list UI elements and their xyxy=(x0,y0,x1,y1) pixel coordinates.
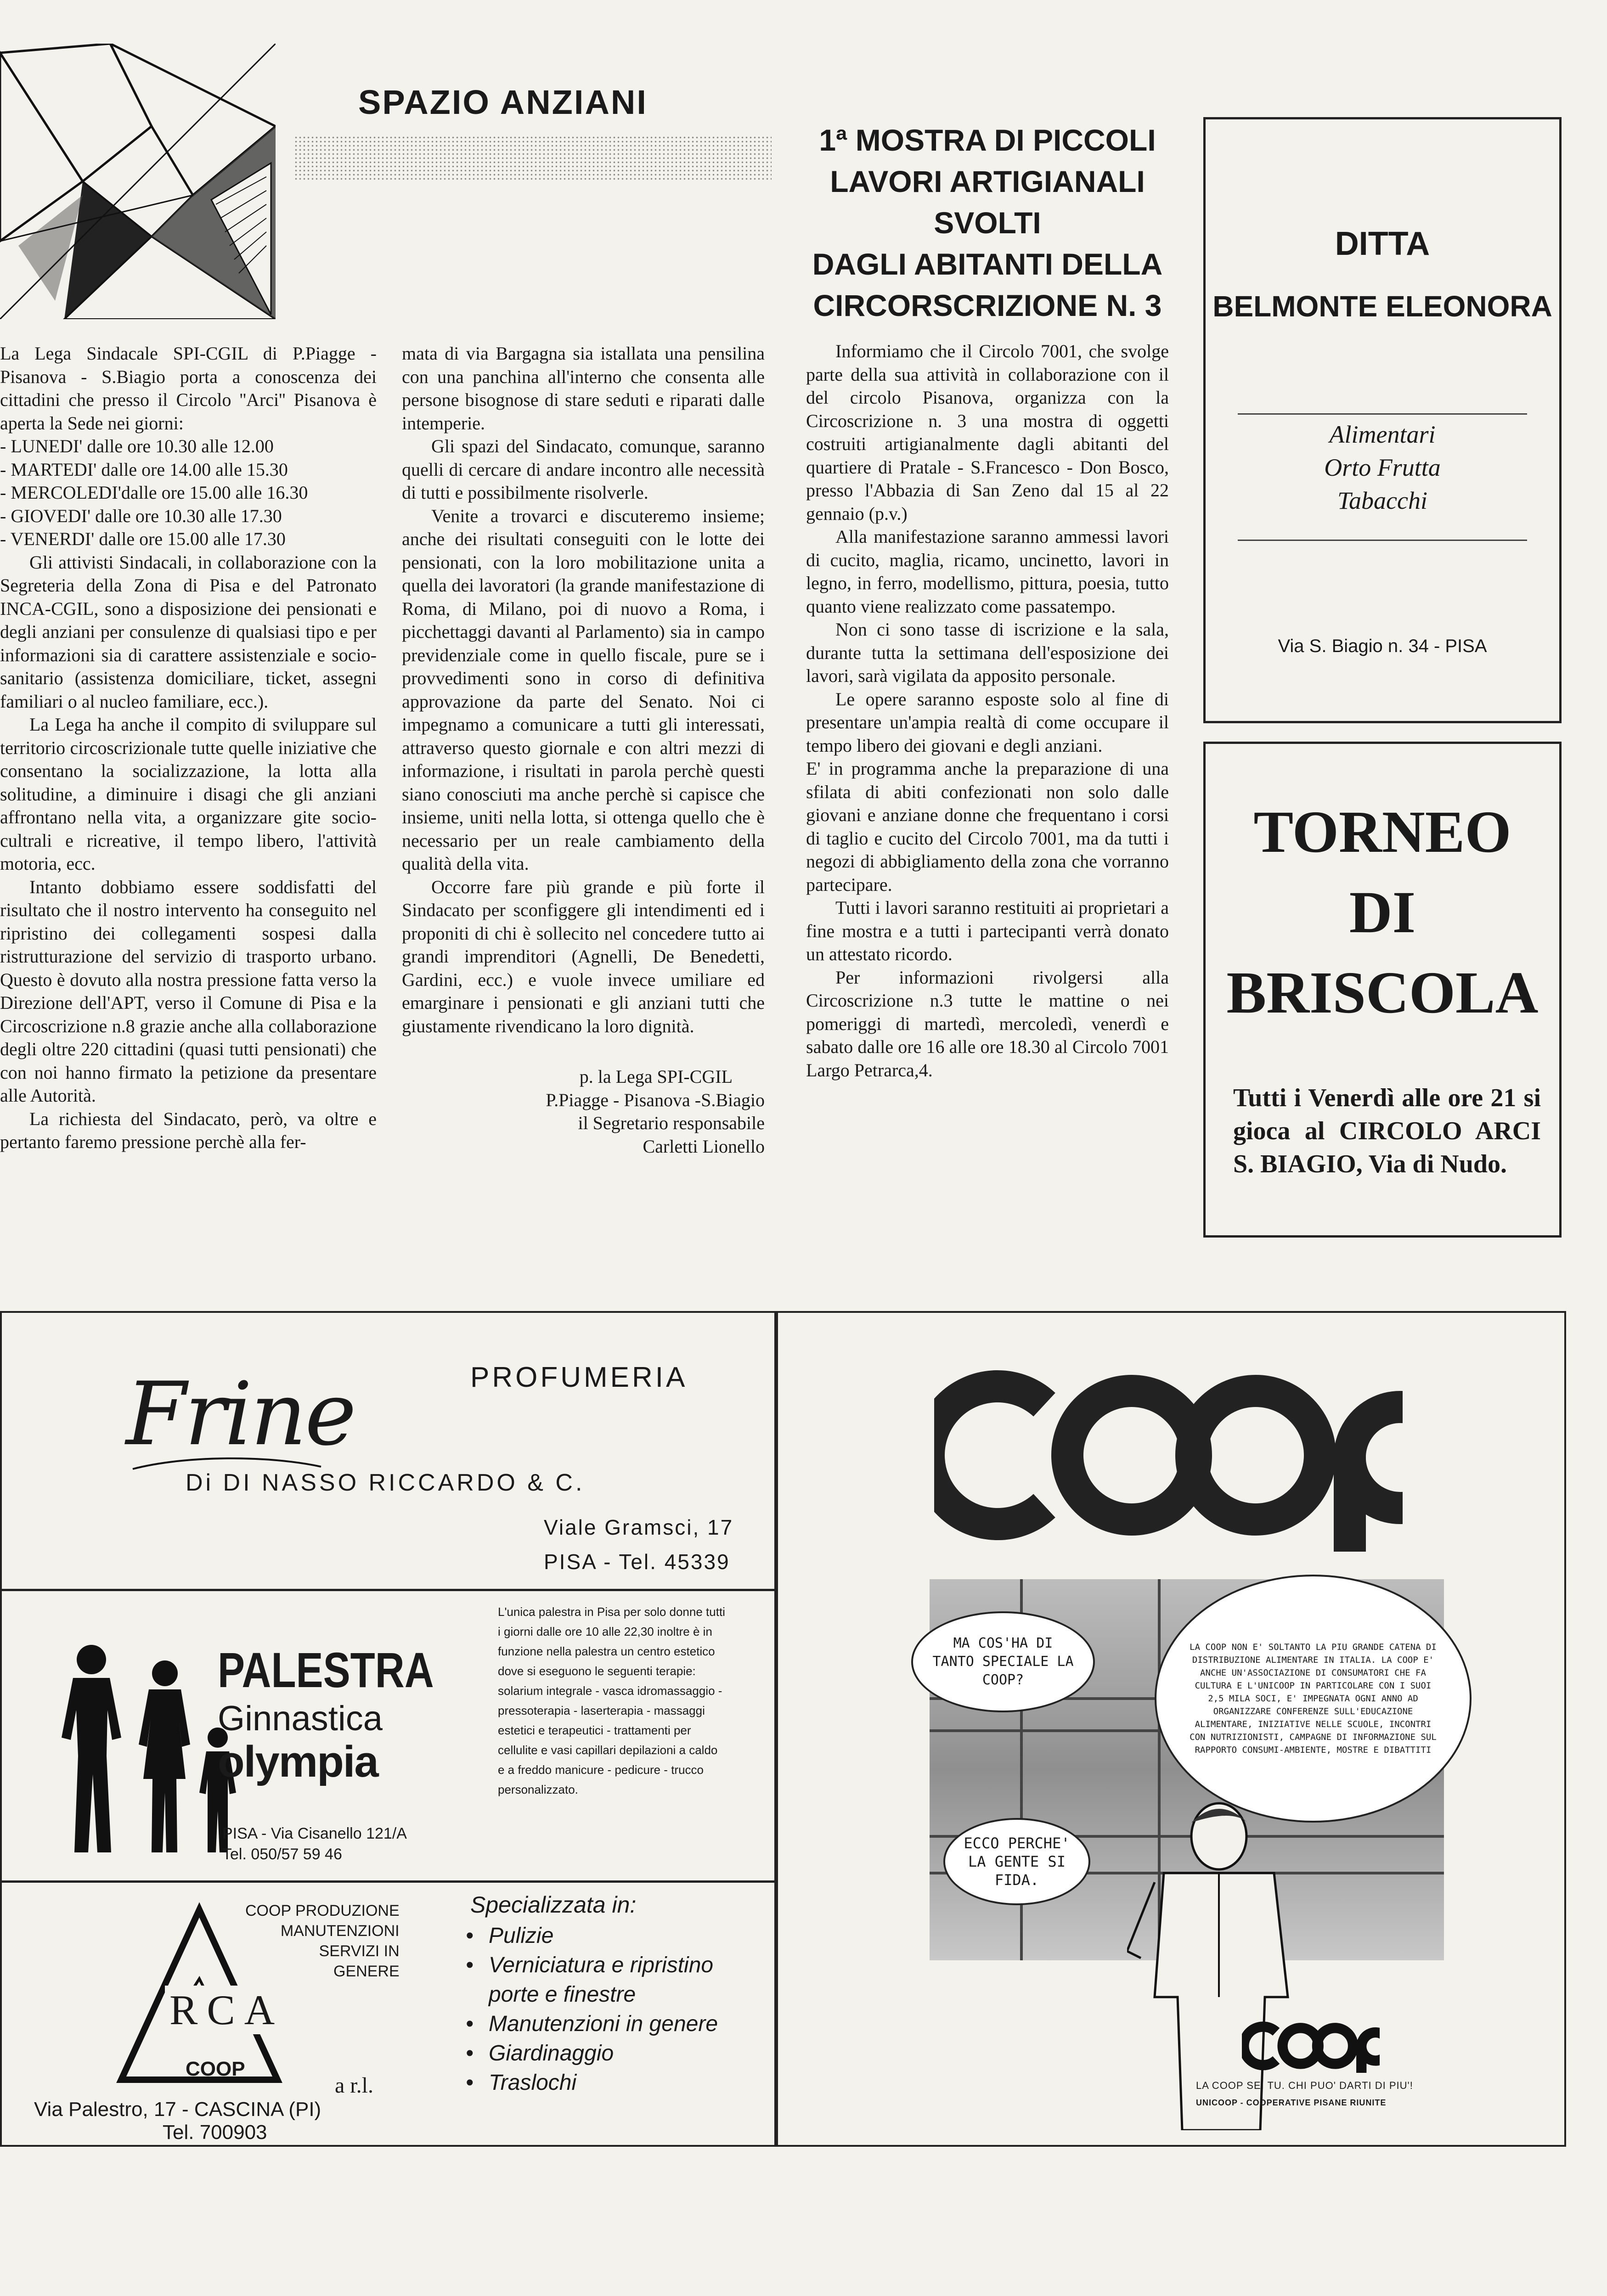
paragraph: Tutti i lavori saranno restituiti ai proprietari a fine mostra e a tutti i partecipanti verrà donato un attestato ricordo. xyxy=(806,897,1169,964)
palestra-description: L'unica palestra in Pisa per solo donne tutti i giorni dalle ore 10 alle 22,30 inoltre è in funzione nella palestra un centro estetico dove si eseguono le seguenti terapie: solarium integrale - vasca idromassaggio - pressoterapia - laserterapia - massaggi estetici e terapeutici - trattamenti per cellulite e vasi capillari depilazioni a caldo e a freddo manicure - pedicure - trucco personalizzato. xyxy=(498,1605,725,1796)
signature-line: il Segretario responsabile xyxy=(578,1113,765,1133)
torneo-line: TORNEO xyxy=(1253,799,1511,865)
mostra-title-line: DAGLI ABITANTI DELLA xyxy=(812,247,1163,281)
mostra-title-line: LAVORI ARTIGIANALI SVOLTI xyxy=(830,164,1145,240)
belmonte-items xyxy=(1206,418,1559,517)
palestra-name3: olympia xyxy=(218,1737,378,1786)
bubble-text: LA COOP NON E' SOLTANTO LA PIU GRANDE CATENA DI DISTRIBUZIONE ALIMENTARE IN ITALIA. LA COOP E' ANCHE UN'ASSOCIAZIONE DI CONSUMATORI CHE FA CULTURA E L'UNICOOP IN PARTICOLARE CON I SUOI 2,5 MILA SOCI, E' IMPEGNATA OGNI ANNO AD ORGANIZZARE CONFERENZE SULL'EDUCAZIONE ALIMENTARE, INIZIATIVE NELLE SCUOLE, INCONTRI CON NUTRIZIONISTI, CAMPAGNE DI INFORMAZIONE SUL RAPPORTO CONSUMI-AMBIENTE, MOSTRE E DIBATTITI xyxy=(1190,1642,1437,1755)
arca-logo-top: COOP PRODUZIONE MANUTENZIONI SERVIZI IN GENERE xyxy=(245,1902,400,1980)
paragraph: Gli spazi del Sindacato, comunque, saranno quelli di cercare di andare incontro alle necessità di tutti e possibilmente risolverle. xyxy=(402,436,765,503)
arca-logo-bottom: COOP xyxy=(186,2058,245,2080)
mostra-title-line: 1ª MOSTRA DI PICCOLI xyxy=(819,123,1156,157)
frine-address: Viale Gramsci, 17 xyxy=(544,1515,734,1539)
coop-footer: UNICOOP - COOPERATIVE PISANE RIUNITE xyxy=(1196,2098,1387,2107)
arca-suffix: a r.l. xyxy=(335,2073,373,2098)
frine-logo: Frine xyxy=(126,1363,355,1465)
mostra-title xyxy=(790,119,1185,326)
spec-item: • Pulizie xyxy=(489,1921,760,1951)
frine-category: PROFUMERIA xyxy=(470,1362,688,1393)
palestra-address: PISA - Via Cisanello 121/A xyxy=(222,1825,407,1842)
spec-item: • Manutenzioni in genere xyxy=(489,2009,760,2039)
mostra-title-line: CIRCORSCRIZIONE N. 3 xyxy=(813,288,1162,322)
torneo-line: BRISCOLA xyxy=(1226,960,1539,1026)
arca-spec-list xyxy=(466,1921,760,2098)
coop-small-logo-icon xyxy=(1242,2018,1380,2073)
paragraph: Intanto dobbiamo essere soddisfatti del risultato che il nostro intervento ha conseguito nel ripristino dei collegamenti sospesi dalla ristrutturazione del servizio di trasporto urbano. Questo è dovuto alla nostra pressione fatta verso la Direzione dell'APT, verso il Comune di Pisa e la Circoscrizione n.8 grazie anche alla collaborazione degli oltre 220 cittadini (quasi tutti pensionati) che con noi hanno firmato la petizione da presentare alle Autorità. xyxy=(0,876,377,1106)
schedule-line: - VENERDI' dalle ore 15.00 alle 17.30 xyxy=(0,529,286,549)
spec-item: • Traslochi xyxy=(489,2068,760,2098)
item: Tabacchi xyxy=(1337,487,1427,514)
stipple-decoration xyxy=(294,135,772,181)
belmonte-address: Via S. Biagio n. 34 - PISA xyxy=(1278,636,1487,656)
spec-item: • Giardinaggio xyxy=(489,2039,760,2068)
belmonte-ad xyxy=(1203,117,1562,723)
item: Orto Frutta xyxy=(1324,454,1441,481)
palestra-tel: Tel. 050/57 59 46 xyxy=(222,1846,342,1863)
palestra-name1: PALESTRA xyxy=(218,1642,434,1698)
paragraph: La Lega ha anche il compito di sviluppare sul territorio circoscrizionale tutte quelle iniziative che consentano la socializzazione, la lotta alla solitudine, a diminuire i disagi che gli anziani affrontano nella vita, a organizzare gite socio-cultrali e ricreative, il tempo libero, l'attività motoria, ecc. xyxy=(0,714,377,874)
speech-bubble-question xyxy=(911,1611,1095,1712)
spazio-column-1 xyxy=(0,342,377,1154)
paragraph: Per informazioni rivolgersi alla Circoscrizione n.3 tutte le mattine o nei pomeriggi di martedì, mercoledì, venerdì e sabato dalle ore 16 alle ore 18.30 al Circolo 7001 Largo Petrarca,4. xyxy=(806,967,1169,1080)
coop-ad xyxy=(776,1311,1566,2147)
torneo-text: Tutti i Venerdì alle ore 21 si gioca al CIRCOLO ARCI S. BIAGIO, Via di Nudo. xyxy=(1233,1084,1541,1178)
torneo-title xyxy=(1206,792,1559,1033)
arca-logo-word: RCA xyxy=(165,1986,288,2034)
bubble-text: ECCO PERCHE' LA GENTE SI FIDA. xyxy=(964,1835,1070,1889)
signature-line: P.Piagge - Pisanova -S.Biagio xyxy=(546,1089,765,1110)
signature-line: Carletti Lionello xyxy=(643,1136,765,1157)
frine-owner: Di DI NASSO RICCARDO & C. xyxy=(186,1469,585,1496)
schedule-line: - MERCOLEDI'dalle ore 15.00 alle 16.30 xyxy=(0,482,308,503)
paragraph: Gli attivisti Sindacali, in collaborazione con la Segreteria della Zona di Pisa e del Patronato INCA-CGIL, sono a disposizione dei pensionati e degli anziani per consulenze di qualsiasi tipo e per informazioni sia di carattere assistenziale e socio-sanitario (assistenza domiciliare, ticket, assegni familiari o al nucleo familiare, ecc.). xyxy=(0,551,377,712)
schedule-line: - GIOVEDI' dalle ore 10.30 alle 17.30 xyxy=(0,505,282,526)
speech-bubble-answer xyxy=(943,1818,1090,1905)
divider xyxy=(1238,413,1527,415)
coop-big-logo-icon xyxy=(934,1354,1403,1552)
torneo-line: DI xyxy=(1349,879,1416,945)
schedule-line: - MARTEDI' dalle ore 14.00 alle 15.30 xyxy=(0,459,288,480)
arca-address: Via Palestro, 17 - CASCINA (PI) xyxy=(34,2098,321,2121)
paragraph: Le opere saranno esposte solo al fine di presentare un'ampia realtà di come occupare il tempo libero dei giovani e degli anziani. xyxy=(806,688,1169,756)
geometric-logo-icon xyxy=(0,44,276,319)
frine-city-tel: PISA - Tel. 45339 xyxy=(544,1550,730,1574)
spec-item: • Verniciatura e ripristino porte e finestre xyxy=(489,1951,760,2009)
divider xyxy=(1238,540,1527,541)
torneo-ad xyxy=(1203,742,1562,1238)
paragraph: La richiesta del Sindacato, però, va oltre e pertanto faremo pressione perchè alla fer- xyxy=(0,1108,377,1152)
paragraph: Non ci sono tasse di iscrizione e la sala, durante tutta la settimana dell'esposizione dei lavori, sarà vigilata da apposito personale. xyxy=(806,619,1169,686)
mostra-column xyxy=(806,340,1169,1082)
belmonte-line2: BELMONTE ELEONORA xyxy=(1212,290,1552,323)
frine-ad xyxy=(0,1311,776,1591)
bubble-text: MA COS'HA DI TANTO SPECIALE LA COOP? xyxy=(932,1635,1074,1688)
schedule-line: - LUNEDI' dalle ore 10.30 alle 12.00 xyxy=(0,436,274,456)
paragraph: E' in programma anche la preparazione di una sfilata di abiti confezionati non solo dalle giovani e anziane donne che frequentano i corsi di taglio e cucito del Circolo 7001, ma da tutti i negozi di abbigliamento della zona che vorranno partecipare. xyxy=(806,758,1169,895)
arca-tel: Tel. 700903 xyxy=(163,2121,267,2144)
spazio-anziani-logo xyxy=(0,44,276,319)
paragraph: Occorre fare più grande e più forte il Sindacato per sconfiggere gli intendimenti ed i proponiti di chi è sollecito nel concedere tutto ai grandi imprenditori (Agnelli, De Benedetti, Gardini, ecc.) e vuole invece umiliare ed emarginare i pensionati e gli anziani tutti che giustamente rivendicano la loro dignità. xyxy=(402,876,765,1036)
arca-spec-title: Specializzata in: xyxy=(470,1892,637,1918)
paragraph: Informiamo che il Circolo 7001, che svolge parte della sua attività in collaborazione con il del circolo Pisanova, organizza con la Circoscrizione n. 3 una mostra di oggetti costruiti artigianalmente dagli abitanti del quartiere di Pratale - S.Francesco - Don Bosco, presso l'Abbazia di San Zeno dal 15 al 22 gennaio (p.v.) xyxy=(806,341,1169,524)
signature-block xyxy=(402,1065,765,1158)
coop-slogan: LA COOP SEI TU. CHI PUO' DARTI DI PIU'! xyxy=(1196,2080,1413,2091)
belmonte-line1: DITTA xyxy=(1335,225,1430,262)
speech-bubble-long xyxy=(1155,1575,1472,1823)
spazio-anziani-title: SPAZIO ANZIANI xyxy=(358,83,648,121)
spazio-column-2 xyxy=(402,342,765,1158)
palestra-name2: Ginnastica xyxy=(218,1699,383,1738)
paragraph: Alla manifestazione saranno ammessi lavori di cucito, maglia, ricamo, uncinetto, lavori in legno, in ferro, modellismo, pittura, poesia, tutto quanto viene realizzato come passatempo. xyxy=(806,526,1169,617)
signature-line: p. la Lega SPI-CGIL xyxy=(579,1066,733,1087)
paragraph: mata di via Bargagna sia istallata una pensilina con una panchina all'interno che consenta alle persone bisognose di stare seduti e riparati dalle intemperie. xyxy=(402,343,765,433)
paragraph: Venite a trovarci e discuteremo insieme; anche dei risultati conseguiti con le lotte dei pensionati, con la loro mobilitazione unita a quella dei lavoratori (la grande manifestazione di Roma, di Milano, poi di nuovo a Roma, i picchettaggi davanti al Parlamento) sia in campo previdenziale come in quello fiscale, pure se i provvedimenti sono in corso di definitiva approvazione da parte del Senato. Noi ci impegnamo a comunicare a tutti gli interessati, attraverso questo giornale e con altri mezzi di informazione, i risultati in parola perchè questi siano conosciuti ma anche perchè si capisce che insieme, uniti nella lotta, si ottenga quello che è necessario per un reale cambiamento della qualità della vita. xyxy=(402,505,765,874)
arca-ad xyxy=(0,1880,776,2147)
paragraph: La Lega Sindacale SPI-CGIL di P.Piagge - Pisanova - S.Biagio porta a conoscenza dei cittadini che presso il Circolo ''Arci'' Pisanova è aperta la Sede nei giorni: xyxy=(0,343,377,433)
palestra-ad xyxy=(0,1589,776,1883)
item: Alimentari xyxy=(1329,421,1436,448)
